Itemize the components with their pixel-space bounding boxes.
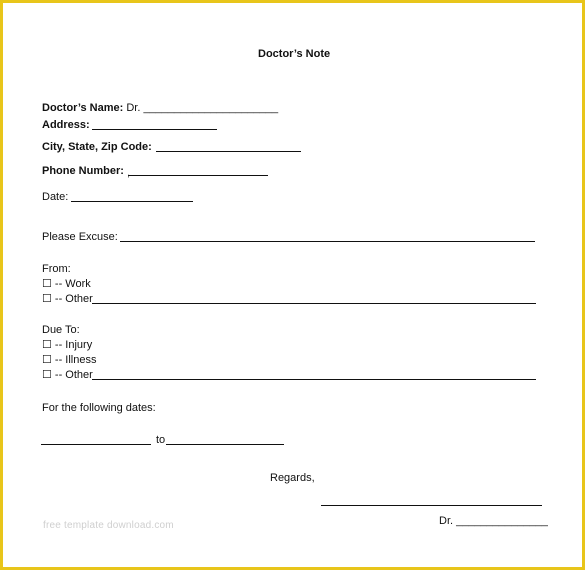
- end-date-field-line[interactable]: [166, 444, 284, 445]
- date-field-line[interactable]: [71, 201, 193, 202]
- watermark-text: free template download.com: [43, 520, 174, 531]
- phone-comma: ,: [127, 167, 131, 179]
- please-excuse-label: Please Excuse:: [42, 231, 118, 243]
- doctor-name-row: [42, 102, 278, 115]
- date-label: Date:: [42, 191, 69, 203]
- due-to-injury-checkbox[interactable]: ☐ -- Injury: [42, 339, 93, 351]
- doctor-name-label: Doctor’s Name:: [42, 102, 124, 114]
- please-excuse-field-line[interactable]: [120, 241, 535, 242]
- due-to-other-field-line[interactable]: [92, 379, 536, 380]
- doctor-signature-label: Dr. _______________: [439, 515, 548, 527]
- doctor-name-prefix: Dr. ______________________: [126, 102, 279, 114]
- due-to-label: Due To:: [42, 324, 80, 336]
- address-field-line[interactable]: [92, 129, 217, 130]
- from-other-checkbox[interactable]: ☐ -- Other: [42, 293, 93, 305]
- from-other-field-line[interactable]: [92, 303, 536, 304]
- from-label: From:: [42, 263, 71, 275]
- signature-field-line[interactable]: [321, 505, 542, 506]
- due-to-illness-checkbox[interactable]: ☐ -- Illness: [42, 354, 97, 366]
- start-date-field-line[interactable]: [41, 444, 151, 445]
- regards-label: Regards,: [270, 472, 315, 484]
- city-state-zip-label: City, State, Zip Code:: [42, 141, 152, 153]
- due-to-other-checkbox[interactable]: ☐ -- Other: [42, 369, 93, 381]
- phone-number-label: Phone Number:: [42, 165, 124, 177]
- phone-number-field-line[interactable]: [129, 175, 268, 176]
- city-state-zip-field-line[interactable]: [156, 151, 301, 152]
- from-work-checkbox[interactable]: ☐ -- Work: [42, 278, 91, 290]
- page-title: Doctor’s Note: [258, 48, 331, 60]
- address-label: Address:: [42, 119, 90, 131]
- document-page: [3, 3, 582, 567]
- following-dates-label: For the following dates:: [42, 402, 156, 414]
- to-label: to: [156, 434, 166, 446]
